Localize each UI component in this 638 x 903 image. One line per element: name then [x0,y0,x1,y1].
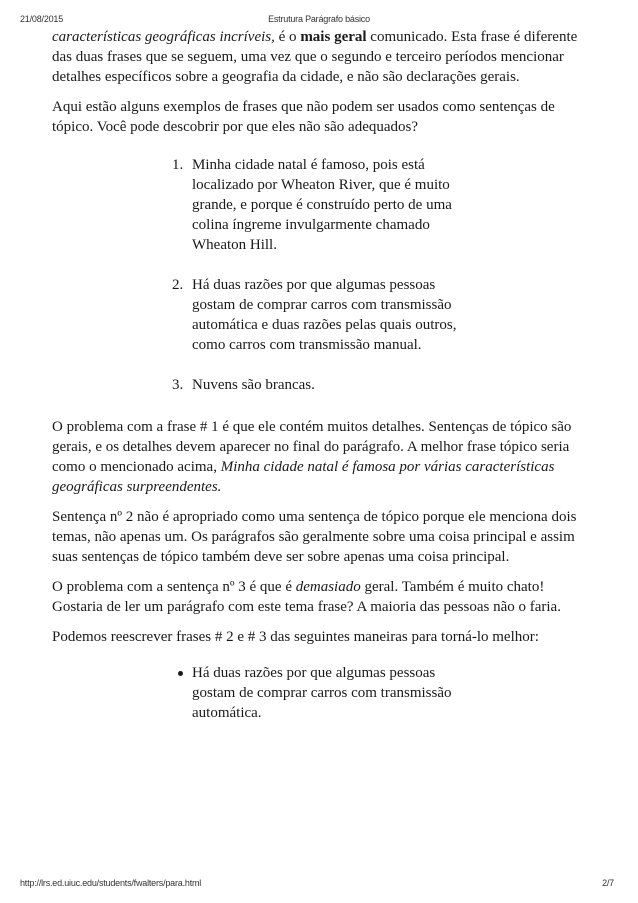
paragraph-examples-intro: Aqui estão alguns exemplos de frases que não podem ser usados como sentenças de tópico. Você pode descobrir por que eles não são adequados? [52,99,555,135]
document-title: Estrutura Parágrafo básico [268,14,370,24]
paragraph-problem-2: Sentença nº 2 não é apropriado como uma sentença de tópico porque ele menciona dois temas, não apenas um. Os parágrafos são geralmente sobre uma coisa principal e assim suas sentenças de tópico também deve ser sobre apenas uma coisa principal. [52,509,577,565]
document-body [52,27,592,723]
text-fragment: é o [274,29,301,45]
list-item-text: Minha cidade natal é famoso, pois está localizado por Wheaton River, que é muito grande, e porque é construído perto de uma colina íngreme invulgarmente chamado Wheaton Hill. [192,157,452,253]
paragraph-general-statement [52,27,592,87]
text-fragment: comunicado. Esta frase é diferente das duas frases que se seguem, uma vez que o segundo e terceiro períodos mencionar detalhes específicos sobre a geografia da cidade, e não são declarações gerais. [52,29,578,85]
page-header [0,14,638,26]
italic-phrase: Minha cidade natal é famosa por várias características geográficas surpreendentes. [52,459,555,495]
print-date: 21/08/2015 [20,14,64,24]
examples-list [52,155,468,395]
list-item-text: Há duas razões por que algumas pessoas gostam de comprar carros com transmissão automática e duas razões pelas quais outros, como carros com transmissão manual. [192,277,457,353]
list-item [172,375,468,395]
text-fragment: O problema com a sentença nº 3 é que é [52,579,296,595]
list-item-text: Há duas razões por que algumas pessoas gostam de comprar carros com transmissão automática. [192,665,452,721]
italic-phrase: demasiado [295,579,361,595]
bullet-icon [178,671,183,676]
list-number: 2. [172,277,184,293]
text-fragment: O problema com a frase # 1 é que ele contém muitos detalhes. Sentenças de tópico são gerais, e os detalhes devem aparecer no final do parágrafo. A melhor frase tópico seria como o mencionado acima, [52,419,572,475]
page-footer [0,878,638,890]
paragraph-problem-3 [52,577,592,617]
source-url: http://lrs.ed.uiuc.edu/students/fwalters/para.html [20,878,202,888]
text-fragment: geral. Também é muito chato! Gostaria de ler um parágrafo com este tema frase? A maioria das pessoas não o faria. [52,579,561,615]
paragraph-rewrite-intro: Podemos reescrever frases # 2 e # 3 das seguintes maneiras para torná-lo melhor: [52,629,539,645]
list-item [172,275,468,355]
italic-phrase: características geográficas incríveis, [52,29,275,45]
list-item-text: Nuvens são brancas. [192,377,315,393]
rewrites-list [52,663,476,723]
list-number: 1. [172,157,184,173]
bold-phrase: mais geral [300,29,367,45]
list-number: 3. [172,377,184,393]
page-number: 2/7 [602,878,614,888]
list-item [172,155,468,255]
paragraph-problem-1 [52,417,592,497]
list-item [176,663,476,723]
